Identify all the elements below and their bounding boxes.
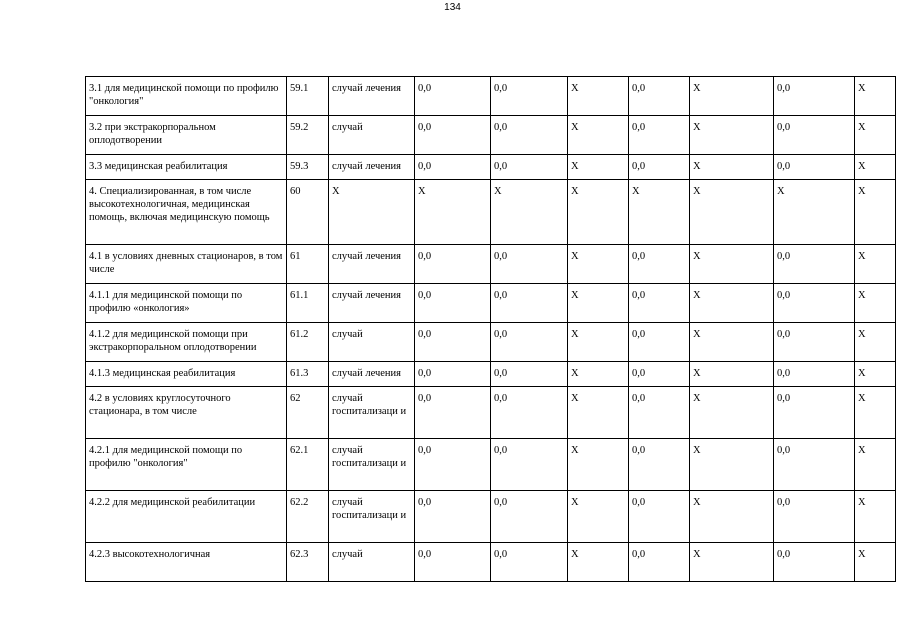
row-value-cell: 0,0 xyxy=(774,323,855,362)
row-value-cell: X xyxy=(568,491,629,543)
table-row xyxy=(86,439,896,491)
row-value-cell: 0,0 xyxy=(774,543,855,582)
row-value-cell: X xyxy=(690,245,774,284)
row-value-cell: 0,0 xyxy=(774,245,855,284)
row-name-cell: 4.1.2 для медицинской помощи при экстракорпоральном оплодотворении xyxy=(86,323,287,362)
row-name-cell: 3.3 медицинская реабилитация xyxy=(86,155,287,180)
table-row xyxy=(86,284,896,323)
row-value-cell: 0,0 xyxy=(629,439,690,491)
row-name-cell: 4.2.2 для медицинской реабилитации xyxy=(86,491,287,543)
row-value-cell: X xyxy=(855,387,896,439)
row-code-cell: 61.1 xyxy=(287,284,329,323)
row-value-cell: X xyxy=(690,491,774,543)
row-value-cell: X xyxy=(690,155,774,180)
row-value-cell: X xyxy=(568,245,629,284)
row-value-cell: 0,0 xyxy=(415,543,491,582)
row-unit-cell: случай госпитализаци и xyxy=(329,439,415,491)
row-value-cell: X xyxy=(690,116,774,155)
row-value-cell: X xyxy=(774,180,855,245)
row-name-cell: 4.2 в условиях круглосуточного стационара, в том числе xyxy=(86,387,287,439)
row-value-cell: X xyxy=(491,180,568,245)
row-value-cell: X xyxy=(855,543,896,582)
row-value-cell: 0,0 xyxy=(774,284,855,323)
row-value-cell: X xyxy=(568,387,629,439)
row-value-cell: X xyxy=(855,284,896,323)
row-value-cell: X xyxy=(690,439,774,491)
row-value-cell: 0,0 xyxy=(491,362,568,387)
row-value-cell: 0,0 xyxy=(491,284,568,323)
row-code-cell: 62.3 xyxy=(287,543,329,582)
row-value-cell: X xyxy=(855,491,896,543)
row-value-cell: X xyxy=(415,180,491,245)
table-row xyxy=(86,77,896,116)
row-value-cell: 0,0 xyxy=(415,284,491,323)
row-code-cell: 61 xyxy=(287,245,329,284)
row-value-cell: 0,0 xyxy=(774,116,855,155)
row-name-cell: 4.2.1 для медицинской помощи по профилю "онкология" xyxy=(86,439,287,491)
row-value-cell: 0,0 xyxy=(491,387,568,439)
table-row xyxy=(86,155,896,180)
row-value-cell: X xyxy=(568,323,629,362)
row-code-cell: 59.2 xyxy=(287,116,329,155)
row-name-cell: 3.1 для медицинской помощи по профилю "онкология" xyxy=(86,77,287,116)
row-value-cell: 0,0 xyxy=(491,116,568,155)
row-value-cell: X xyxy=(568,155,629,180)
row-value-cell: 0,0 xyxy=(774,77,855,116)
row-value-cell: 0,0 xyxy=(774,362,855,387)
row-value-cell: 0,0 xyxy=(629,362,690,387)
row-value-cell: 0,0 xyxy=(415,77,491,116)
row-code-cell: 59.3 xyxy=(287,155,329,180)
row-unit-cell: случай xyxy=(329,116,415,155)
row-value-cell: X xyxy=(568,77,629,116)
row-value-cell: X xyxy=(690,323,774,362)
row-value-cell: X xyxy=(855,362,896,387)
row-code-cell: 62.1 xyxy=(287,439,329,491)
row-unit-cell: случай xyxy=(329,543,415,582)
row-code-cell: 59.1 xyxy=(287,77,329,116)
table-row xyxy=(86,543,896,582)
row-value-cell: X xyxy=(568,362,629,387)
row-code-cell: 62.2 xyxy=(287,491,329,543)
row-value-cell: X xyxy=(568,284,629,323)
row-value-cell: X xyxy=(855,439,896,491)
row-value-cell: X xyxy=(855,77,896,116)
row-name-cell: 4. Специализированная, в том числе высокотехнологичная, медицинская помощь, включая медицинскую помощь xyxy=(86,180,287,245)
row-unit-cell: X xyxy=(329,180,415,245)
row-value-cell: 0,0 xyxy=(629,116,690,155)
row-value-cell: X xyxy=(690,284,774,323)
row-value-cell: 0,0 xyxy=(415,362,491,387)
row-value-cell: X xyxy=(568,439,629,491)
table-row xyxy=(86,116,896,155)
row-value-cell: X xyxy=(629,180,690,245)
row-unit-cell: случай госпитализаци и xyxy=(329,491,415,543)
row-value-cell: 0,0 xyxy=(491,491,568,543)
row-value-cell: 0,0 xyxy=(415,387,491,439)
row-value-cell: X xyxy=(568,543,629,582)
row-value-cell: 0,0 xyxy=(491,439,568,491)
row-value-cell: X xyxy=(690,77,774,116)
row-unit-cell: случай xyxy=(329,323,415,362)
row-name-cell: 4.1.3 медицинская реабилитация xyxy=(86,362,287,387)
row-value-cell: 0,0 xyxy=(491,77,568,116)
table-row xyxy=(86,323,896,362)
table-row xyxy=(86,387,896,439)
row-value-cell: 0,0 xyxy=(415,439,491,491)
row-value-cell: X xyxy=(855,180,896,245)
row-value-cell: 0,0 xyxy=(491,543,568,582)
row-value-cell: 0,0 xyxy=(774,155,855,180)
row-value-cell: 0,0 xyxy=(415,116,491,155)
row-value-cell: 0,0 xyxy=(629,491,690,543)
row-value-cell: 0,0 xyxy=(774,491,855,543)
row-value-cell: 0,0 xyxy=(629,543,690,582)
row-code-cell: 62 xyxy=(287,387,329,439)
row-value-cell: X xyxy=(690,362,774,387)
row-name-cell: 3.2 при экстракорпоральном оплодотворении xyxy=(86,116,287,155)
row-value-cell: X xyxy=(855,245,896,284)
row-value-cell: 0,0 xyxy=(415,245,491,284)
row-code-cell: 61.2 xyxy=(287,323,329,362)
table-row xyxy=(86,180,896,245)
row-value-cell: 0,0 xyxy=(774,387,855,439)
row-name-cell: 4.2.3 высокотехнологичная xyxy=(86,543,287,582)
row-value-cell: 0,0 xyxy=(629,284,690,323)
row-value-cell: X xyxy=(690,180,774,245)
row-unit-cell: случай лечения xyxy=(329,362,415,387)
row-value-cell: X xyxy=(568,180,629,245)
row-value-cell: X xyxy=(855,155,896,180)
page-number: 134 xyxy=(444,2,461,13)
row-value-cell: 0,0 xyxy=(629,387,690,439)
row-value-cell: X xyxy=(690,387,774,439)
row-unit-cell: случай лечения xyxy=(329,155,415,180)
data-table xyxy=(85,76,896,582)
row-unit-cell: случай госпитализаци и xyxy=(329,387,415,439)
row-value-cell: X xyxy=(855,323,896,362)
row-value-cell: 0,0 xyxy=(629,155,690,180)
row-unit-cell: случай лечения xyxy=(329,77,415,116)
row-unit-cell: случай лечения xyxy=(329,245,415,284)
row-value-cell: 0,0 xyxy=(491,245,568,284)
table-row xyxy=(86,245,896,284)
row-value-cell: 0,0 xyxy=(415,491,491,543)
row-code-cell: 60 xyxy=(287,180,329,245)
row-value-cell: 0,0 xyxy=(629,245,690,284)
row-name-cell: 4.1.1 для медицинской помощи по профилю «онкология» xyxy=(86,284,287,323)
row-value-cell: 0,0 xyxy=(491,323,568,362)
table-row xyxy=(86,491,896,543)
row-value-cell: X xyxy=(855,116,896,155)
row-value-cell: 0,0 xyxy=(491,155,568,180)
row-value-cell: 0,0 xyxy=(774,439,855,491)
row-name-cell: 4.1 в условиях дневных стационаров, в том числе xyxy=(86,245,287,284)
table-row xyxy=(86,362,896,387)
row-value-cell: 0,0 xyxy=(415,155,491,180)
row-code-cell: 61.3 xyxy=(287,362,329,387)
row-value-cell: 0,0 xyxy=(629,77,690,116)
row-value-cell: X xyxy=(568,116,629,155)
row-value-cell: X xyxy=(690,543,774,582)
row-value-cell: 0,0 xyxy=(415,323,491,362)
row-unit-cell: случай лечения xyxy=(329,284,415,323)
row-value-cell: 0,0 xyxy=(629,323,690,362)
